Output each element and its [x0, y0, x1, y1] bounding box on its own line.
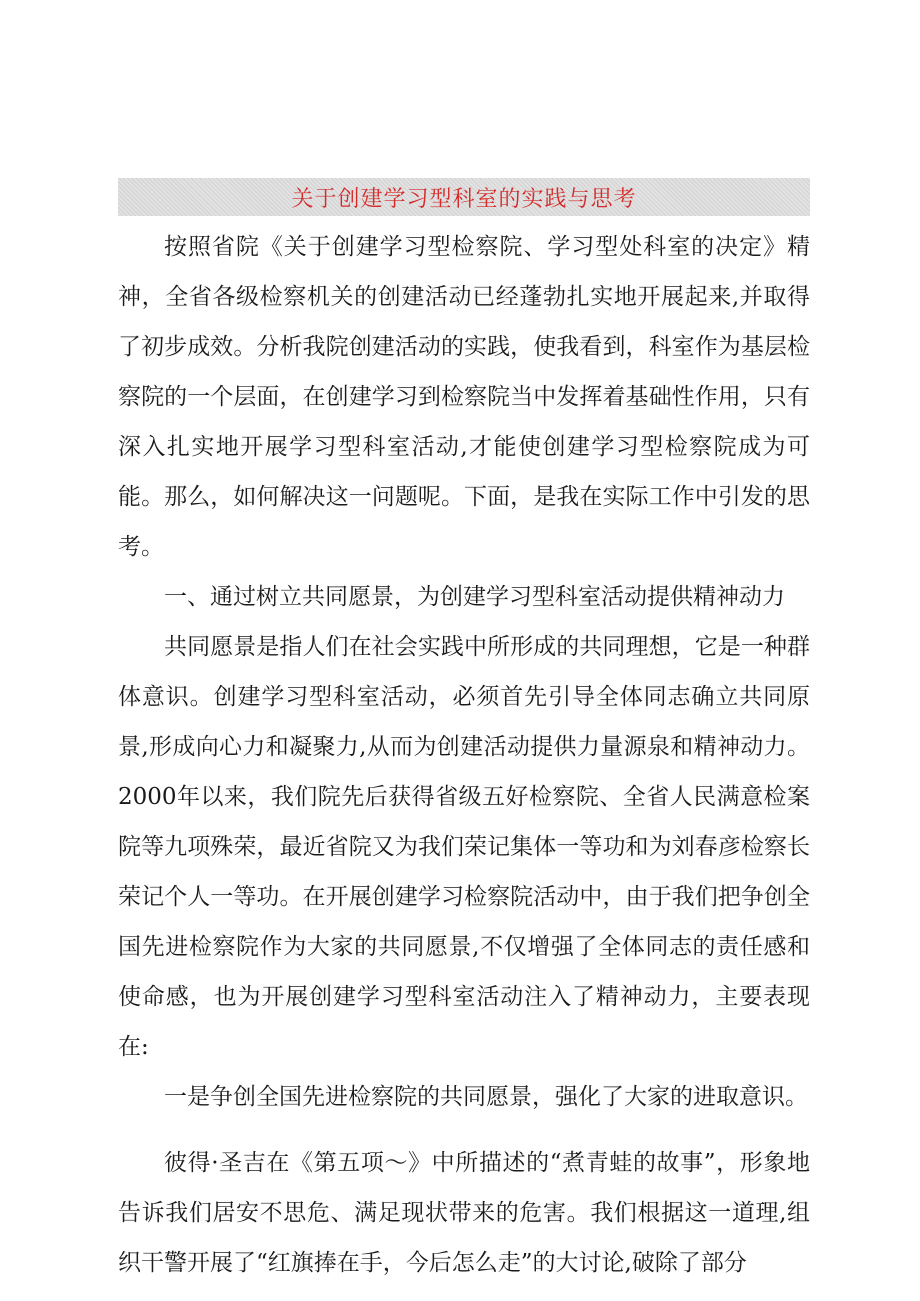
document-body: [118, 222, 810, 1288]
section-heading-1: 一、通过树立共同愿景，为创建学习型科室活动提供精神动力: [164, 584, 785, 610]
title-bar: [118, 178, 810, 216]
paragraph-peter-senge: 彼得·圣吉在《第五项～》中所描述的“煮青蛙的故事”，形象地告诉我们居安不思危、满足现状带来的危害。我们根据这一道理,组织干警开展了“红旗捧在手，今后怎么走”的大讨论,破除了部分: [118, 1150, 810, 1276]
document-title: 关于创建学习型科室的实践与思考: [291, 186, 637, 212]
paragraph-shared-vision: 共同愿景是指人们在社会实践中所形成的共同理想，它是一种群体意识。创建学习型科室活动，必须首先引导全体同志确立共同原景,形成向心力和凝聚力,从而为创建活动提供力量源泉和精神动力。2000年以来，我们院先后获得省级五好检察院、全省人民满意检案院等九项殊荣，最近省院又为我们荣记集体一等功和为刘春彦检察长荣记个人一等功。在开展创建学习检察院活动中，由于我们把争创全国先进检察院作为大家的共同愿景,不仅增强了全体同志的责任感和使命感，也为开展创建学习型科室活动注入了精神动力，主要表现在:: [118, 634, 810, 1060]
paragraph-intro: 按照省院《关于创建学习型检察院、学习型处科室的决定》精神，全省各级检察机关的创建活动已经蓬勃扎实地开展起来,并取得了初步成效。分析我院创建活动的实践，使我看到，科室作为基层检察院的一个层面，在创建学习到检察院当中发挥着基础性作用，只有深入扎实地开展学习型科室活动,才能使创建学习型检察院成为可能。那么，如何解决这一问题呢。下面，是我在实际工作中引发的思考。: [118, 234, 810, 560]
sub-point-1: 一是争创全国先进检察院的共同愿景，强化了大家的进取意识。: [164, 1084, 808, 1110]
paragraph-gap: [118, 1122, 810, 1138]
